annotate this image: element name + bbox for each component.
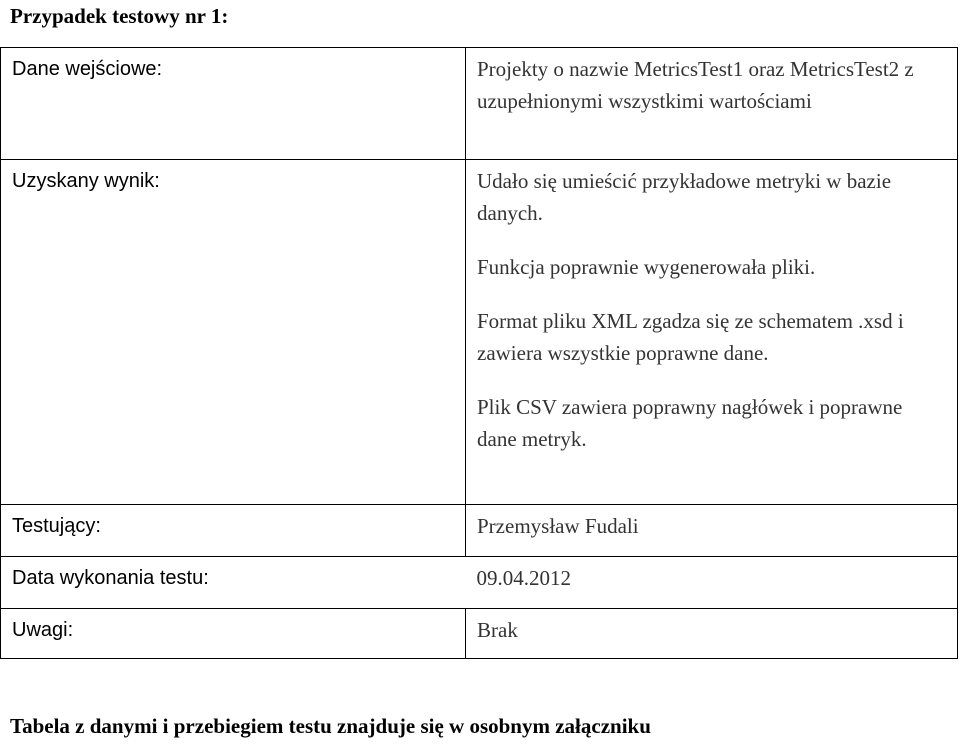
tester-label: Testujący: xyxy=(1,505,466,557)
test-case-table xyxy=(0,47,958,659)
table-row-input xyxy=(1,48,958,160)
input-value-text: Projekty o nazwie MetricsTest1 oraz MetricsTest2 z uzupełnionymi wszystkimi wartościami xyxy=(477,57,914,113)
date-value: 09.04.2012 xyxy=(466,557,958,609)
result-label: Uzyskany wynik: xyxy=(1,160,466,505)
result-paragraph: Plik CSV zawiera poprawny nagłówek i poprawne dane metryk. xyxy=(477,395,903,451)
date-label: Data wykonania testu: xyxy=(1,557,466,609)
notes-value: Brak xyxy=(466,609,958,659)
notes-label: Uwagi: xyxy=(1,609,466,659)
input-label: Dane wejściowe: xyxy=(1,48,466,160)
table-row-result xyxy=(1,160,958,505)
result-paragraph: Format pliku XML zgadza się ze schematem .xsd i zawiera wszystkie poprawne dane. xyxy=(477,309,904,365)
table-row-tester xyxy=(1,505,958,557)
result-value xyxy=(466,160,958,505)
result-paragraph: Funkcja poprawnie wygenerowała pliki. xyxy=(477,255,816,279)
table-row-notes xyxy=(1,609,958,659)
result-paragraph: Udało się umieścić przykładowe metryki w bazie danych. xyxy=(477,169,892,225)
footer-note: Tabela z danymi i przebiegiem testu znajduje się w osobnym załączniku xyxy=(10,714,651,738)
tester-value: Przemysław Fudali xyxy=(466,505,958,557)
input-value xyxy=(466,48,958,160)
table-row-date xyxy=(1,557,958,609)
page-title: Przypadek testowy nr 1: xyxy=(10,4,229,28)
